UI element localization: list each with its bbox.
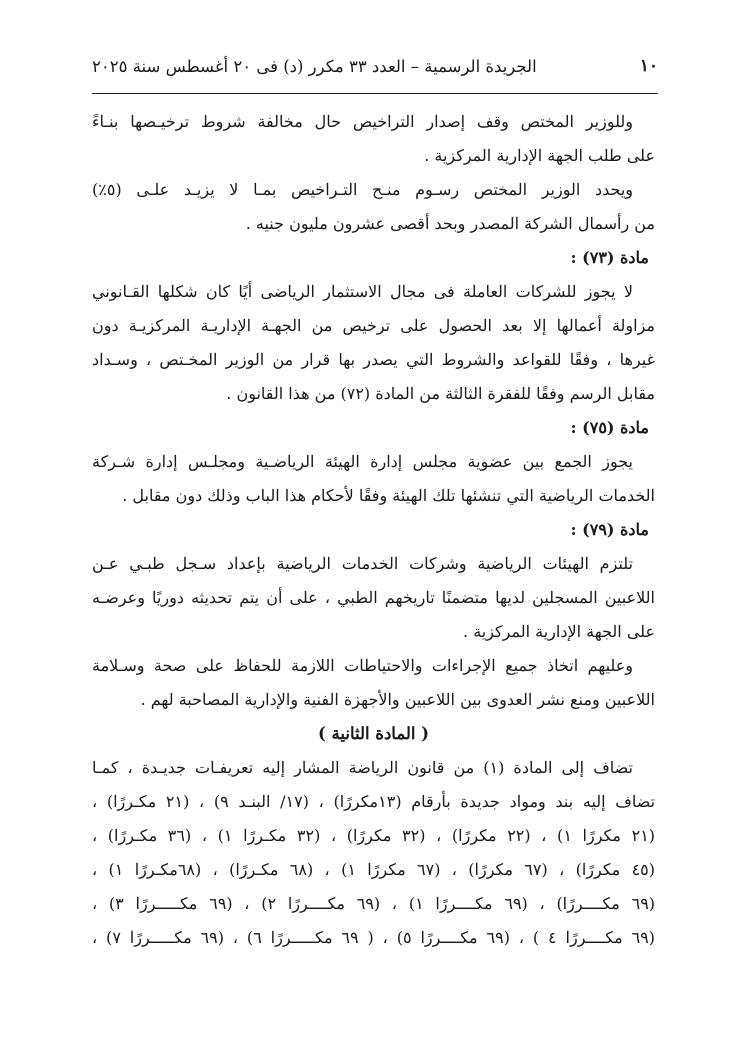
text-line: ويحدد الوزير المختص رسـوم منـح التـراخيص بمـا لا يزيـد علـى (٥٪): [92, 180, 633, 199]
gazette-issue-title: الجريدة الرسمية – العدد ٣٣ مكرر (د) فى ٢٠ أغسطس سنة ٢٠٢٥: [92, 56, 537, 76]
article-heading: مادة (٧٥) :: [570, 418, 649, 437]
text-line: تضاف إليه بند ومواد جديدة بأرقام (١٣مكررًا) ، (١٧/ البنـد ٩) ، (٢١ مكـررًا) ،: [92, 792, 655, 811]
header-divider: [92, 93, 658, 94]
text-line: من رأسمال الشركة المصدر وبحد أقصى عشرون مليون جنيه .: [245, 214, 655, 233]
text-line: (٢١ مكررًا ١) ، (٢٢ مكررًا) ، (٣٢ مكررًا) ، (٣٢ مكـررًا ١) ، (٣٦ مكـررًا) ،: [92, 826, 655, 845]
text-line: (٦٩ مكــــررًا ٤ ) ، (٦٩ مكــــررًا ٥) ، ( ٦٩ مكـــــررًا ٦) ، (٦٩ مكـــــررًا ٧) ،: [92, 928, 655, 947]
page-header: [92, 50, 658, 82]
text-line: (٤٥ مكررًا) ، (٦٧ مكررًا) ، (٦٧ مكررًا ١) ، (٦٨ مكـررًا) ، (٦٨مكـررًا ١) ،: [92, 860, 655, 879]
text-line: يجوز الجمع بين عضوية مجلس إدارة الهيئة الرياضـية ومجلـس إدارة شـركة: [92, 452, 633, 471]
text-line: مزاولة أعمالها إلا بعد الحصول على ترخيص من الجهـة الإداريـة المركزيـة دون: [92, 316, 655, 335]
text-line: غيرها ، وفقًا للقواعد والشروط التي يصدر بها قرار من الوزير المخـتص ، وسـداد: [92, 350, 655, 369]
text-line: اللاعبين المسجلين لديها متضمنًا تاريخهم الطبي ، على أن يتم تحديثه دوريًا وعرضـه: [92, 588, 655, 607]
text-line: على الجهة الإدارية المركزية .: [463, 622, 655, 641]
article-heading: مادة (٧٣) :: [570, 248, 649, 267]
text-line: اللاعبين ومنع نشر العدوى بين اللاعبين والأجهزة الفنية والإدارية المصاحبة لهم .: [140, 690, 655, 709]
article-heading: مادة (٧٩) :: [570, 520, 649, 539]
text-line: لا يجوز للشركات العاملة فى مجال الاستثمار الرياضى أيًا كان شكلها القـانوني: [92, 282, 633, 301]
page-number: ١٠: [639, 56, 658, 76]
section-heading: ( المادة الثانية ): [317, 724, 430, 743]
text-line: مقابل الرسم وفقًا للفقرة الثالثة من المادة (٧٢) من هذا القانون .: [226, 384, 655, 403]
text-line: على طلب الجهة الإدارية المركزية .: [424, 146, 655, 165]
text-line: (٦٩ مكــــررًا) ، (٦٩ مكــــررًا ١) ، (٦٩ مكــــررًا ٢) ، (٦٩ مكـــــررًا ٣) ،: [92, 894, 655, 913]
document-body: [92, 105, 655, 955]
text-line: وللوزير المختص وقف إصدار التراخيص حال مخالفة شروط ترخيـصها بنـاءً: [92, 112, 633, 131]
text-line: تلتزم الهيئات الرياضية وشركات الخدمات الرياضية بإعداد سـجل طبـي عـن: [92, 554, 633, 573]
text-line: تضاف إلى المادة (١) من قانون الرياضة المشار إليه تعريفـات جديـدة ، كمـا: [92, 758, 633, 777]
text-line: وعليهم اتخاذ جميع الإجراءات والاحتياطات اللازمة للحفاظ على صحة وسـلامة: [92, 656, 633, 675]
text-line: الخدمات الرياضية التي تنشئها تلك الهيئة وفقًا لأحكام هذا الباب وذلك دون مقابل .: [122, 486, 655, 505]
